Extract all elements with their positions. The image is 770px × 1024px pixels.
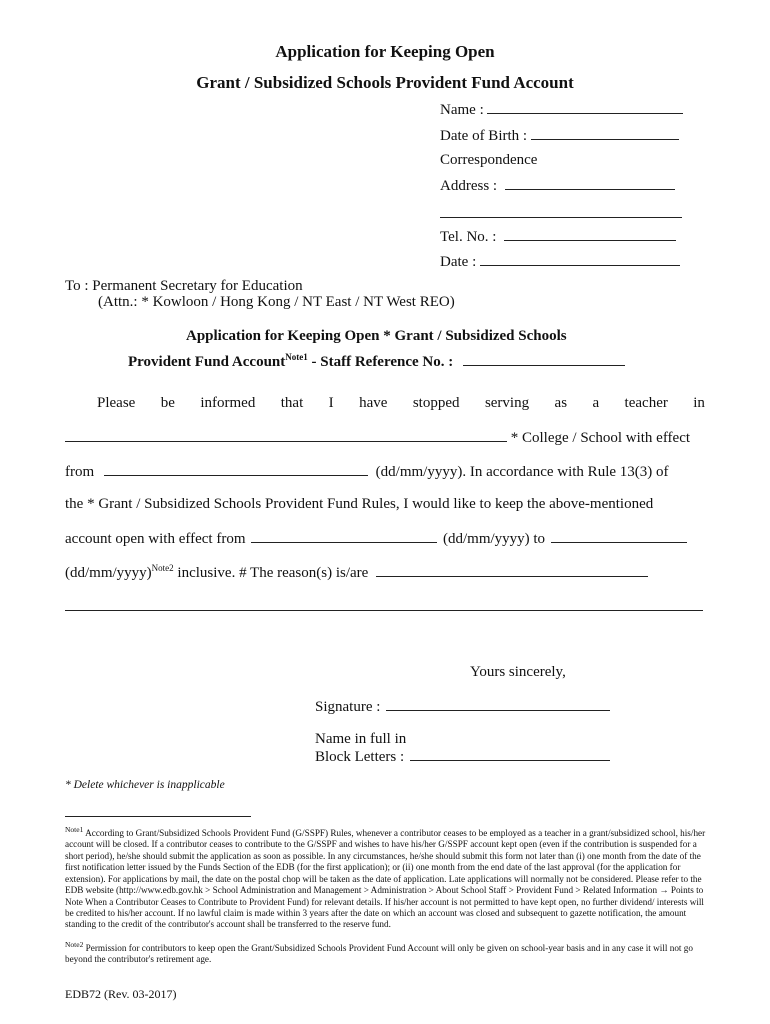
body-line2-text: * College / School with effect (510, 430, 691, 446)
school-name-input-line[interactable] (65, 429, 507, 442)
address-field (440, 177, 675, 195)
body-line1-word: have (359, 395, 388, 411)
note1-label: Note1 (65, 825, 84, 834)
body-line5-a: account open with effect from (65, 531, 246, 547)
tel-label: Tel. No. : (440, 229, 497, 245)
keep-open-from-input-line[interactable] (251, 530, 437, 543)
reason-input-line-1[interactable] (376, 564, 648, 577)
date-input-line[interactable] (480, 253, 680, 266)
title-line2: Grant / Subsidized Schools Provident Fund Account (196, 73, 574, 92)
body-line6 (65, 563, 648, 582)
dob-input-line[interactable] (531, 127, 679, 140)
keep-open-to-input-line[interactable] (551, 530, 687, 543)
form-code: EDB72 (Rev. 03-2017) (65, 987, 177, 1001)
body-line4: the * Grant / Subsidized Schools Provident Fund Rules, I would like to keep the above-mentioned (65, 496, 654, 512)
correspondence-label: Correspondence (440, 152, 538, 168)
yours-sincerely: Yours sincerely, (470, 664, 566, 680)
dob-field (440, 127, 679, 145)
date-field (440, 253, 680, 271)
body-line5-b: (dd/mm/yyyy) to (442, 531, 546, 547)
body-line3 (65, 463, 669, 481)
subject-line2-pre: Provident Fund Account (128, 354, 286, 370)
name-input-line[interactable] (487, 101, 683, 114)
name-full-label: Name in full in (315, 731, 407, 747)
title-line1: Application for Keeping Open (275, 42, 495, 61)
body-line1-word: in (693, 395, 705, 411)
tel-input-line[interactable] (504, 228, 676, 241)
body-line3-text: (dd/mm/yyyy). In accordance with Rule 13(3) of (375, 464, 669, 480)
body-line1-word: that (280, 395, 304, 411)
body-line2 (65, 429, 690, 447)
body-line1-word: a (592, 395, 600, 411)
to-line2: (Attn.: * Kowloon / Hong Kong / NT East / NT West REO) (98, 294, 455, 310)
body-line1-word: teacher (624, 395, 668, 411)
cease-date-input-line[interactable] (104, 463, 368, 476)
body-line1-word: as (554, 395, 568, 411)
body-line1-word: serving (484, 395, 530, 411)
note1-ref: Note1 (285, 352, 308, 362)
address-input-line-1[interactable] (505, 177, 675, 190)
subject-line2 (128, 352, 625, 371)
address-input-line-2[interactable] (440, 217, 682, 218)
note1-text: According to Grant/Subsidized Schools Provident Fund (G/SSPF) Rules, whenever a contributor ceases to be employed as a teacher in a grant/subsidized school, his/her account will be closed. If a contributor ceases to contribute to the G/SSPF and wishes to have his/her G/SSPF account kept open (even if the contribution is suspended for a short period), he/she should submit the application as soon as possible. In any circumstances, he/she should submit this form not later than (i) one month from the date of the first notification letter issued by the Funds Section of the EDB (for the first application); or (ii) one month from the end date of the last approval (for the application for extension). For applications by mail, the date on the postal chop will be taken as the date of application. Late applications will normally not be considered. Please refer to the EDB website (http://www.edb.gov.hk > School Administration and Management > Administration > About School Staff > Provident Fund > Related Information → Points to Note When a Contributor Ceases to Contribute to Provident Fund) for relevant details. If his/her account is not permitted to have kept open, no further dividend/ interests will be credited to his/her account. If no lawful claim is made within 3 years after the date on which an account was closed and subsequent to gazette notification, the amount standing to the credit of the contributor's account shall be transferred to the reserve fund. (65, 828, 706, 930)
name-label: Name : (440, 102, 484, 118)
block-letters-field (315, 748, 610, 766)
staff-ref-input-line[interactable] (463, 353, 625, 366)
reason-input-line-2[interactable] (65, 610, 703, 611)
signature-label: Signature : (315, 699, 381, 715)
signature-field (315, 698, 610, 716)
signature-input-line[interactable] (386, 698, 610, 711)
block-letters-label: Block Letters : (315, 749, 405, 765)
delete-note: * Delete whichever is inapplicable (65, 779, 225, 791)
body-line1-word: informed (200, 395, 256, 411)
body-line1-word: I (328, 395, 334, 411)
body-line1 (97, 395, 705, 412)
footnote-separator (65, 816, 251, 817)
body-line6-a: (dd/mm/yyyy) (65, 565, 152, 581)
tel-field (440, 228, 676, 246)
date-label: Date : (440, 254, 477, 270)
body-line1-word: be (160, 395, 175, 411)
note2-text: Permission for contributors to keep open the Grant/Subsidized Schools Provident Fund Account will only be given on school-year basis and in any case it will not go beyond the contributor's retirement age. (65, 943, 693, 965)
name-field (440, 101, 683, 119)
note2 (65, 939, 710, 966)
body-line5 (65, 530, 687, 548)
note1 (65, 824, 710, 931)
block-letters-input-line[interactable] (410, 748, 610, 761)
body-from-label: from (65, 464, 95, 480)
to-line1: To : Permanent Secretary for Education (65, 278, 303, 294)
subject-line2-post: - Staff Reference No. : (307, 354, 454, 370)
note2-label: Note2 (65, 940, 84, 949)
subject-line1: Application for Keeping Open * Grant / Subsidized Schools (186, 328, 567, 344)
dob-label: Date of Birth : (440, 128, 528, 144)
body-line6-b: inclusive. # The reason(s) is/are (173, 565, 369, 581)
body-line1-word: stopped (412, 395, 460, 411)
body-line1-word: Please (97, 395, 136, 411)
address-label: Address : (440, 178, 498, 194)
note2-ref: Note2 (151, 563, 174, 573)
